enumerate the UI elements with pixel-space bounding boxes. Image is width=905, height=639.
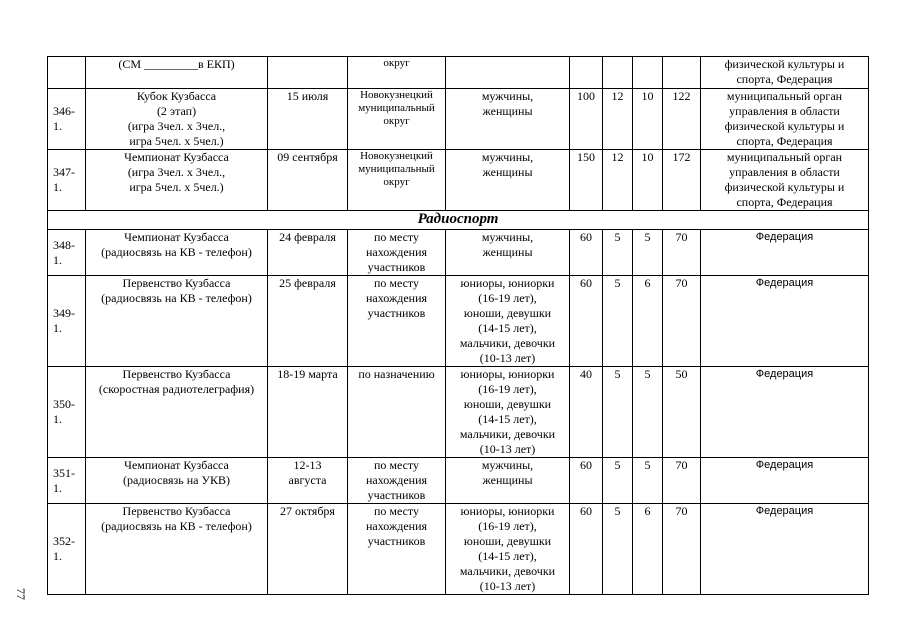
event-count-3: 5 [633,458,663,504]
event-number: 352-1. [48,504,86,595]
event-count-total: 122 [663,89,701,150]
table-row [48,276,869,367]
event-count-1: 60 [570,458,603,504]
table-row [48,458,869,504]
event-place: Новокузнецкий муниципальный округ [348,150,446,211]
event-participants [446,57,570,89]
event-place: по месту нахождения участников [348,276,446,367]
event-count-1: 100 [570,89,603,150]
event-name: Чемпионат Кузбасса (радиосвязь на УКВ) [86,458,268,504]
event-count-2: 5 [603,504,633,595]
section-row [48,211,869,230]
event-place: по назначению [348,367,446,458]
event-count-1: 60 [570,504,603,595]
event-count-2: 5 [603,367,633,458]
event-name: Первенство Кузбасса (радиосвязь на КВ - телефон) [86,276,268,367]
event-participants: юниоры, юниорки (16-19 лет), юноши, девушки (14-15 лет), мальчики, девочки (10-13 лет) [446,367,570,458]
section-title: Радиоспорт [48,211,869,230]
event-place: по месту нахождения участников [348,504,446,595]
events-table [47,56,869,595]
event-date [268,57,348,89]
page-number: 77 [14,588,28,600]
event-date: 15 июля [268,89,348,150]
event-place: по месту нахождения участников [348,230,446,276]
event-organizer: Федерация [701,276,869,367]
event-organizer: муниципальный орган управления в области физической культуры и спорта, Федерация [701,89,869,150]
event-participants: мужчины, женщины [446,150,570,211]
table-row [48,230,869,276]
event-count-3: 6 [633,276,663,367]
event-count-1 [570,57,603,89]
event-organizer: муниципальный орган управления в области физической культуры и спорта, Федерация [701,150,869,211]
event-organizer: Федерация [701,458,869,504]
event-count-1: 60 [570,276,603,367]
table-row [48,57,869,89]
event-count-total: 70 [663,504,701,595]
event-date: 24 февраля [268,230,348,276]
event-name: (СМ _________в ЕКП) [86,57,268,89]
event-name: Кубок Кузбасса (2 этап) (игра 3чел. х 3чел., игра 5чел. х 5чел.) [86,89,268,150]
event-count-3: 6 [633,504,663,595]
event-participants: юниоры, юниорки (16-19 лет), юноши, девушки (14-15 лет), мальчики, девочки (10-13 лет) [446,276,570,367]
event-date: 09 сентября [268,150,348,211]
event-number: 347-1. [48,150,86,211]
event-count-total: 70 [663,276,701,367]
table-row [48,367,869,458]
event-number: 348-1. [48,230,86,276]
table-row [48,150,869,211]
event-number [48,57,86,89]
event-number: 351-1. [48,458,86,504]
event-count-2: 12 [603,89,633,150]
event-count-total: 50 [663,367,701,458]
event-place: Новокузнецкий муниципальный округ [348,89,446,150]
event-count-3: 10 [633,150,663,211]
event-organizer: Федерация [701,230,869,276]
event-place: по месту нахождения участников [348,458,446,504]
event-number: 346-1. [48,89,86,150]
event-count-2: 5 [603,230,633,276]
event-participants: мужчины, женщины [446,458,570,504]
event-count-total: 70 [663,230,701,276]
table-row [48,89,869,150]
event-name: Чемпионат Кузбасса (радиосвязь на КВ - телефон) [86,230,268,276]
event-date: 27 октября [268,504,348,595]
event-count-3: 5 [633,367,663,458]
event-participants: мужчины, женщины [446,89,570,150]
table-row [48,504,869,595]
event-number: 349-1. [48,276,86,367]
event-count-1: 60 [570,230,603,276]
event-date: 25 февраля [268,276,348,367]
event-count-2: 5 [603,276,633,367]
event-count-total [663,57,701,89]
event-count-1: 150 [570,150,603,211]
event-count-2: 12 [603,150,633,211]
event-count-2 [603,57,633,89]
event-place: округ [348,57,446,89]
event-name: Чемпионат Кузбасса (игра 3чел. х 3чел., игра 5чел. х 5чел.) [86,150,268,211]
event-participants: юниоры, юниорки (16-19 лет), юноши, девушки (14-15 лет), мальчики, девочки (10-13 лет) [446,504,570,595]
event-organizer: Федерация [701,504,869,595]
event-date: 18-19 марта [268,367,348,458]
event-organizer: физической культуры и спорта, Федерация [701,57,869,89]
event-count-3: 10 [633,89,663,150]
event-count-2: 5 [603,458,633,504]
event-date: 12-13 августа [268,458,348,504]
event-name: Первенство Кузбасса (скоростная радиотелеграфия) [86,367,268,458]
event-organizer: Федерация [701,367,869,458]
event-count-3: 5 [633,230,663,276]
event-count-total: 172 [663,150,701,211]
table-body [48,57,869,595]
event-count-total: 70 [663,458,701,504]
event-participants: мужчины, женщины [446,230,570,276]
event-number: 350-1. [48,367,86,458]
event-count-1: 40 [570,367,603,458]
event-name: Первенство Кузбасса (радиосвязь на КВ - телефон) [86,504,268,595]
event-count-3 [633,57,663,89]
